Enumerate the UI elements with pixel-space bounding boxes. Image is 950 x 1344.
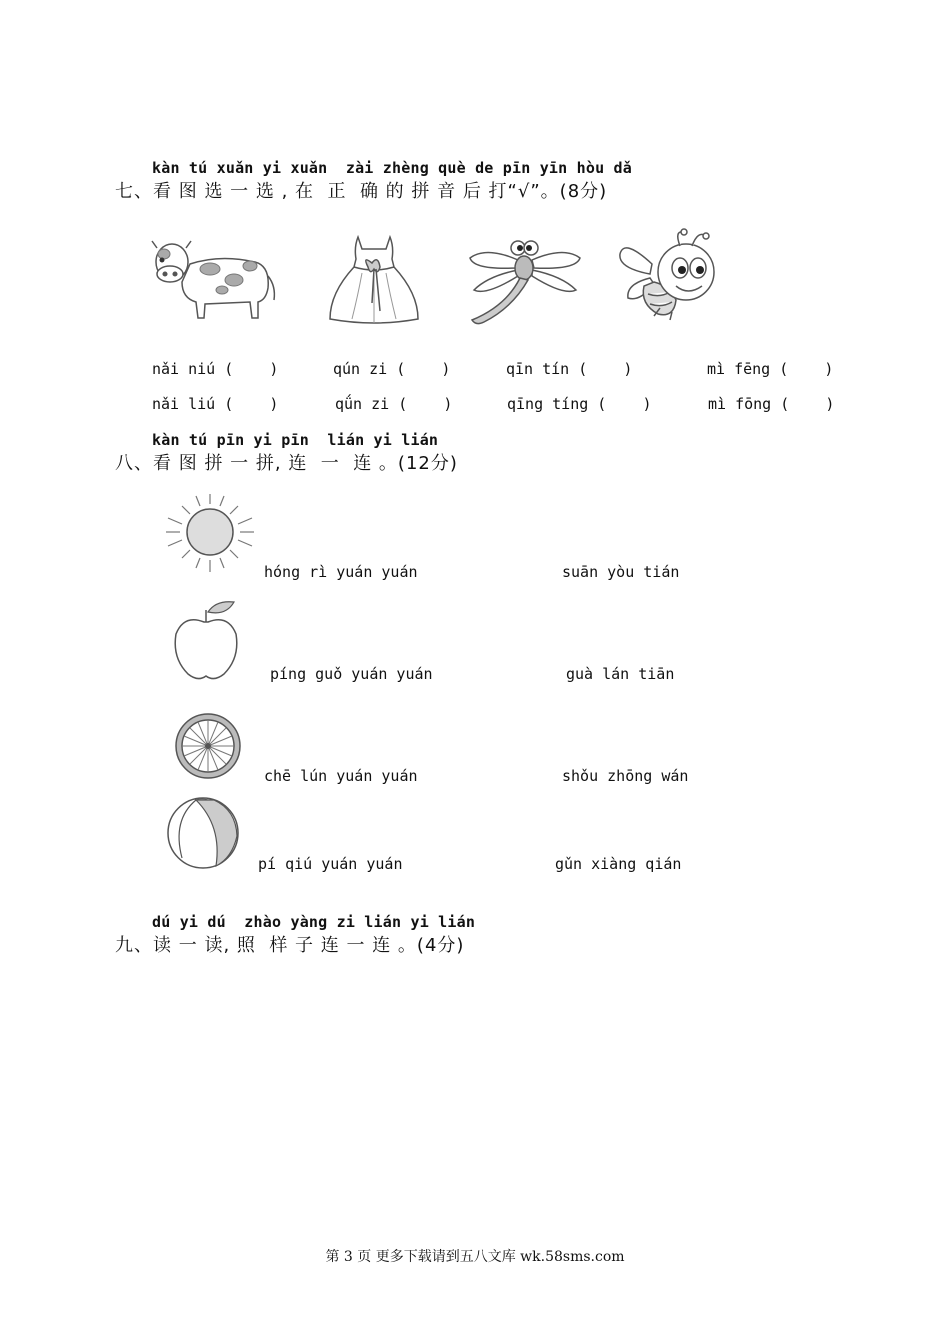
section9-heading: 九、读 一 读, 照 样 子 连 一 连 。(4分) xyxy=(115,935,465,956)
right-word-4[interactable]: gǔn xiàng qián xyxy=(555,855,682,873)
option-dress-2[interactable]: qǘn zi ( ) xyxy=(335,395,453,413)
left-word-sun[interactable]: hóng rì yuán yuán xyxy=(264,563,418,581)
section9-pinyin: dú yi dú zhào yàng zi lián yi lián xyxy=(152,913,476,931)
left-word-ball[interactable]: pí qiú yuán yuán xyxy=(258,855,403,873)
cow-picture xyxy=(150,236,280,326)
dress-picture xyxy=(328,233,420,327)
ball-picture xyxy=(166,796,240,870)
section7-pinyin: kàn tú xuǎn yi xuǎn zài zhèng què de pīn yīn hòu dǎ xyxy=(152,159,632,177)
option-bee-1[interactable]: mì fēng ( ) xyxy=(707,360,834,378)
left-word-apple[interactable]: píng guǒ yuán yuán xyxy=(270,665,433,683)
bee-picture xyxy=(614,228,726,320)
apple-picture xyxy=(170,600,242,684)
left-word-wheel[interactable]: chē lún yuán yuán xyxy=(264,767,418,785)
dragonfly-picture xyxy=(466,236,584,328)
right-word-1[interactable]: suān yòu tián xyxy=(562,563,680,581)
option-cow-2[interactable]: nǎi liú ( ) xyxy=(152,395,279,413)
right-word-2[interactable]: guà lán tiān xyxy=(566,665,675,683)
section8-heading: 八、看 图 拼 一 拼, 连 一 连 。(12分) xyxy=(115,453,458,474)
option-dress-1[interactable]: qún zi ( ) xyxy=(333,360,451,378)
wheel-picture xyxy=(174,712,242,780)
section8-pinyin: kàn tú pīn yi pīn lián yi lián xyxy=(152,431,439,449)
option-bee-2[interactable]: mì fōng ( ) xyxy=(708,395,835,413)
option-dragonfly-2[interactable]: qīng tíng ( ) xyxy=(507,395,652,413)
option-cow-1[interactable]: nǎi niú ( ) xyxy=(152,360,279,378)
page-footer: 第 3 页 更多下载请到五八文库 wk.58sms.com xyxy=(325,1249,625,1265)
option-dragonfly-1[interactable]: qīn tín ( ) xyxy=(506,360,633,378)
section7-heading: 七、看 图 选 一 选 , 在 正 确 的 拼 音 后 打“√”。(8分) xyxy=(115,181,608,202)
sun-picture xyxy=(160,492,256,578)
right-word-3[interactable]: shǒu zhōng wán xyxy=(562,767,689,785)
